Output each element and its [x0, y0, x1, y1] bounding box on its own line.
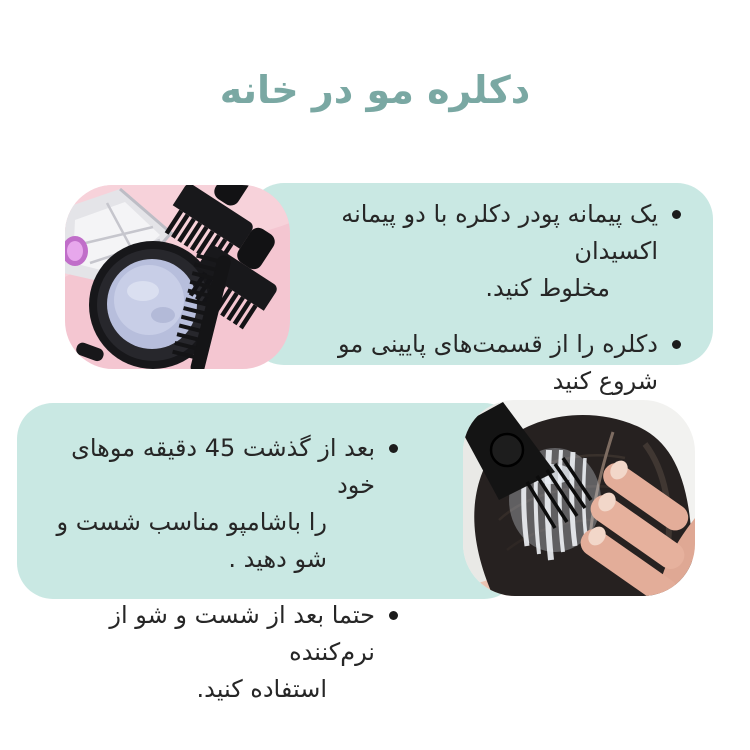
bleach-tools-illustration [65, 185, 290, 369]
instruction-line: دکلره را از قسمت‌های پایینی مو شروع کنید [337, 330, 658, 395]
hair-bleaching-photo [463, 400, 695, 596]
instruction-list-washing [30, 430, 405, 727]
instruction-line: استفاده کنید. [196, 675, 327, 703]
page-title: دکلره مو در خانه [219, 68, 531, 112]
instruction-item [30, 430, 405, 578]
instruction-item [30, 597, 405, 708]
instruction-line: حتما بعد از شست و شو از نرم‌کننده [109, 601, 375, 666]
bullet-dot-icon [672, 210, 681, 219]
bleach-tools-photo [65, 185, 290, 369]
bullet-dot-icon [389, 611, 398, 620]
bullet-dot-icon [672, 340, 681, 349]
instruction-line: را باشامپو مناسب شست و شو دهید . [56, 508, 327, 573]
bullet-dot-icon [389, 444, 398, 453]
instruction-item [300, 196, 688, 307]
hair-bleaching-illustration [463, 400, 695, 596]
instruction-line: بعد از گذشت 45 دقیقه موهای خود [71, 434, 375, 499]
instruction-line: مخلوط کنید. [485, 274, 610, 302]
instruction-line: یک پیمانه پودر دکلره با دو پیمانه اکسیدان [341, 200, 658, 265]
